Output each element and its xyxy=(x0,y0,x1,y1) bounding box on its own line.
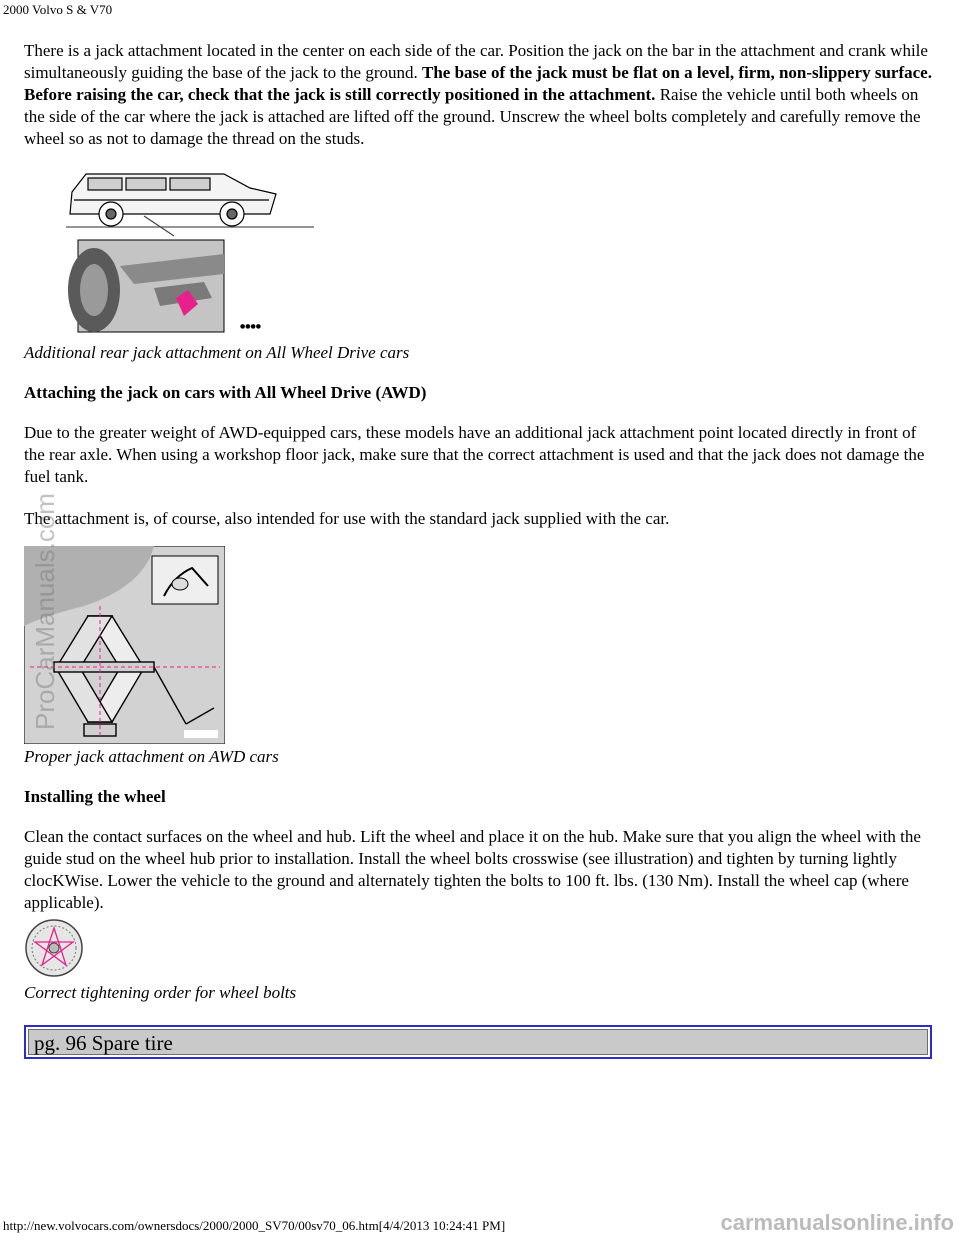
next-page-nav-box xyxy=(24,1025,932,1059)
section-heading-installing-wheel: Installing the wheel xyxy=(24,787,166,806)
jack-closeup-icon xyxy=(68,240,261,332)
page-footer-url: http://new.volvocars.com/ownersdocs/2000/2000_SV70/00sv70_06.htm[4/4/2013 10:24:41 PM] xyxy=(3,1218,506,1233)
installing-wheel-paragraph: Clean the contact surfaces on the wheel and hub. Lift the wheel and place it on the hub. Make sure that you align the wheel with the guide stud on the wheel hub prior to installation. Install the wheel bolts crosswise (see illustration) and tighten by turning lightly clocKWise. Lower the vehicle to the ground and alternately tighten the bolts to 100 ft. lbs. (130 Nm). Install the wheel cap (where applicable). xyxy=(24,827,921,912)
figure-caption-awd-jack: Proper jack attachment on AWD cars xyxy=(24,747,279,766)
jack-intro-paragraph xyxy=(24,40,934,150)
page-header-title: 2000 Volvo S & V70 xyxy=(3,2,113,17)
car-side-view-icon xyxy=(66,174,314,236)
svg-text:●●●●: ●●●● xyxy=(240,323,261,330)
manual-content xyxy=(24,40,934,1004)
wheel-bolt-order-illustration xyxy=(24,918,84,978)
section-heading-awd-jack: Attaching the jack on cars with All Wheel Drive (AWD) xyxy=(24,383,427,402)
intro-text: There is a jack attachment located in the center on each side of the car. Position the jack on the bar in the attachment and crank while simultaneously guiding the base of the jack to the ground. xyxy=(24,41,928,82)
side-watermark: ProCarManuals.com xyxy=(30,493,60,730)
standard-jack-paragraph: The attachment is, of course, also intended for use with the standard jack supplied with the car. xyxy=(24,509,670,528)
next-page-nav-bar xyxy=(28,1029,928,1055)
corner-watermark: carmanualsonline.info xyxy=(720,1210,954,1235)
figure-caption-bolt-order: Correct tightening order for wheel bolts xyxy=(24,983,297,1002)
rear-jack-attachment-illustration xyxy=(64,170,324,338)
awd-jack-paragraph: Due to the greater weight of AWD-equipped cars, these models have an additional jack attachment point located directly in front of the rear axle. When using a workshop floor jack, make sure that the correct attachment is used and that the jack does not damage the fuel tank. xyxy=(24,423,925,486)
figure-caption-rear-jack: Additional rear jack attachment on All Wheel Drive cars xyxy=(24,343,410,362)
intro-warning-bold: The base of the jack must be flat on a level, firm, non-slippery surface. Before raising the car, check that the jack is still correctly positioned in the attachment. xyxy=(24,63,932,104)
next-page-link-spare-tire[interactable]: pg. 96 Spare tire xyxy=(34,1031,173,1055)
intro-text-continued: Raise the vehicle until both wheels on the side of the car where the jack is attached are lifted off the ground. Unscrew the wheel bolts completely and carefully remove the wheel so as not to damage the thread on the studs. xyxy=(24,85,921,148)
